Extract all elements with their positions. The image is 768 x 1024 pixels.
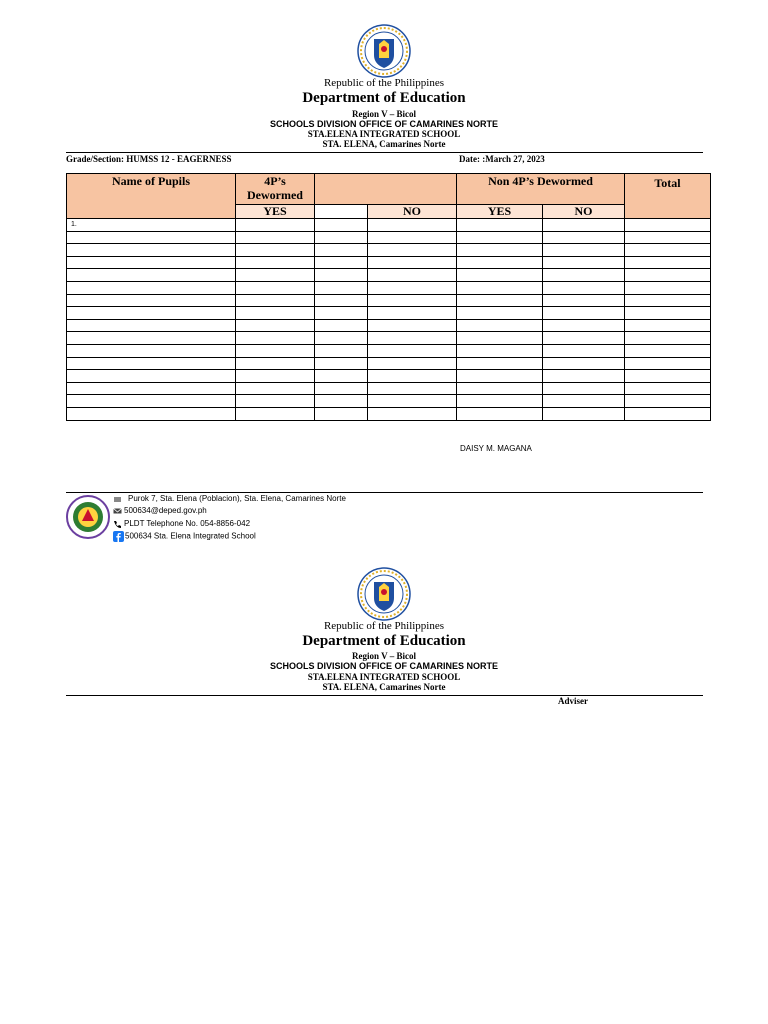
tally-cell[interactable] [625, 231, 711, 244]
tally-cell[interactable] [236, 344, 315, 357]
school-name-2: STA.ELENA INTEGRATED SCHOOL [307, 672, 461, 682]
tally-cell[interactable] [543, 256, 625, 269]
tally-cell[interactable] [625, 332, 711, 345]
tally-cell[interactable] [315, 344, 368, 357]
pupil-name-cell[interactable] [67, 269, 236, 282]
tally-cell[interactable] [236, 395, 315, 408]
tally-cell[interactable] [315, 395, 368, 408]
header-divider [66, 152, 703, 153]
division-text-2: SCHOOLS DIVISION OFFICE OF CAMARINES NORTE [269, 661, 498, 671]
tally-cell[interactable] [543, 244, 625, 257]
tally-cell[interactable] [368, 256, 457, 269]
region-text-2: Region V – Bicol [352, 651, 416, 661]
deworming-table [66, 173, 711, 421]
phone-icon [113, 520, 122, 528]
tally-cell[interactable] [543, 395, 625, 408]
tally-cell[interactable] [457, 407, 543, 420]
tally-cell[interactable] [315, 357, 368, 370]
header-divider-2 [66, 695, 703, 696]
pupil-name-cell[interactable] [67, 407, 236, 420]
table-row [67, 219, 711, 232]
tally-cell[interactable] [236, 231, 315, 244]
pupil-name-cell[interactable] [67, 244, 236, 257]
tally-cell[interactable] [236, 219, 315, 232]
table-row [67, 332, 711, 345]
footer-telephone: PLDT Telephone No. 054-8856-042 [124, 519, 251, 528]
tally-cell[interactable] [625, 382, 711, 395]
tally-cell[interactable] [625, 244, 711, 257]
deped-seal-icon [357, 24, 411, 78]
school-address: STA. ELENA, Camarines Norte [322, 139, 446, 149]
tally-cell[interactable] [625, 344, 711, 357]
pupil-name-cell[interactable] [67, 357, 236, 370]
col-total: Total [625, 174, 711, 219]
col-4ps-dewormed: 4P’s Dewormed [236, 174, 315, 205]
tally-cell[interactable] [236, 244, 315, 257]
tally-cell[interactable] [315, 382, 368, 395]
tally-cell[interactable] [457, 294, 543, 307]
tally-cell[interactable] [457, 395, 543, 408]
tally-cell[interactable] [236, 407, 315, 420]
tally-cell[interactable] [543, 407, 625, 420]
tally-cell[interactable] [315, 307, 368, 320]
tally-cell[interactable] [236, 294, 315, 307]
pupil-name-cell[interactable] [67, 382, 236, 395]
tally-cell[interactable] [457, 370, 543, 383]
tally-cell[interactable] [315, 269, 368, 282]
tally-cell[interactable] [625, 307, 711, 320]
pupil-name-cell[interactable] [67, 395, 236, 408]
department-title-2: Department of Education [302, 633, 466, 649]
tally-cell[interactable] [457, 332, 543, 345]
tally-cell[interactable] [236, 319, 315, 332]
tally-cell[interactable] [368, 219, 457, 232]
sub-yes-non4ps: YES [457, 205, 543, 219]
pupil-name-cell[interactable] [67, 332, 236, 345]
tally-cell[interactable] [315, 407, 368, 420]
table-row [67, 244, 711, 257]
tally-cell[interactable] [236, 281, 315, 294]
col-name-of-pupils: Name of Pupils [67, 174, 236, 219]
table-row [67, 269, 711, 282]
pupil-name-cell[interactable] [67, 281, 236, 294]
table-row [67, 407, 711, 420]
table-row [67, 395, 711, 408]
tally-cell[interactable] [543, 269, 625, 282]
tally-cell[interactable] [368, 407, 457, 420]
tally-cell[interactable] [457, 256, 543, 269]
pupil-name-cell[interactable] [67, 231, 236, 244]
tally-cell[interactable] [543, 231, 625, 244]
tally-cell[interactable] [368, 332, 457, 345]
sub-yes-4ps: YES [236, 205, 315, 219]
republic-text: Republic of the Philippines [323, 77, 445, 89]
tally-cell[interactable] [368, 294, 457, 307]
tally-cell[interactable] [236, 382, 315, 395]
sub-blank [315, 205, 368, 219]
tally-cell[interactable] [625, 370, 711, 383]
pupil-name-cell[interactable]: 1. [67, 219, 236, 232]
tally-cell[interactable] [457, 281, 543, 294]
tally-cell[interactable] [625, 395, 711, 408]
tally-cell[interactable] [457, 244, 543, 257]
adviser-label: Adviser [558, 696, 588, 706]
tally-cell[interactable] [236, 256, 315, 269]
pupil-name-cell[interactable] [67, 370, 236, 383]
signer-name: DAISY M. MAGANA [460, 444, 532, 453]
school-address-2: STA. ELENA, Camarines Norte [322, 682, 446, 692]
tally-cell[interactable] [368, 269, 457, 282]
table-row [67, 307, 711, 320]
tally-cell[interactable] [543, 219, 625, 232]
tally-cell[interactable] [236, 370, 315, 383]
footer-facebook[interactable]: 500634 Sta. Elena Integrated School [125, 531, 256, 541]
table-row [67, 344, 711, 357]
tally-cell[interactable] [315, 319, 368, 332]
tally-cell[interactable] [236, 307, 315, 320]
tally-cell[interactable] [368, 281, 457, 294]
division-text: SCHOOLS DIVISION OFFICE OF CAMARINES NORTE [269, 119, 498, 129]
tally-cell[interactable] [457, 231, 543, 244]
tally-cell[interactable] [368, 231, 457, 244]
tally-cell[interactable] [543, 370, 625, 383]
location-icon [113, 495, 122, 503]
table-row [67, 256, 711, 269]
tally-cell[interactable] [236, 332, 315, 345]
table-row [67, 281, 711, 294]
pupil-name-cell[interactable] [67, 256, 236, 269]
col-blank-header [315, 174, 457, 205]
tally-cell[interactable] [315, 332, 368, 345]
school-logo-icon [66, 495, 110, 539]
tally-cell[interactable] [543, 357, 625, 370]
table-row [67, 231, 711, 244]
tally-cell[interactable] [543, 294, 625, 307]
email-icon [113, 507, 122, 515]
table-row [67, 357, 711, 370]
tally-cell[interactable] [457, 269, 543, 282]
republic-text-2: Republic of the Philippines [323, 620, 445, 632]
table-row [67, 382, 711, 395]
tally-cell[interactable] [625, 357, 711, 370]
table-row [67, 319, 711, 332]
col-non4ps-dewormed: Non 4P’s Dewormed [457, 174, 625, 205]
tally-cell[interactable] [543, 382, 625, 395]
tally-cell[interactable] [315, 244, 368, 257]
tally-cell[interactable] [625, 281, 711, 294]
region-text: Region V – Bicol [352, 109, 416, 119]
tally-cell[interactable] [315, 219, 368, 232]
tally-cell[interactable] [315, 231, 368, 244]
tally-cell[interactable] [543, 281, 625, 294]
date-text: Date: :March 27, 2023 [459, 154, 545, 164]
pupil-name-cell[interactable] [67, 307, 236, 320]
tally-cell[interactable] [625, 256, 711, 269]
tally-cell[interactable] [368, 370, 457, 383]
tally-cell[interactable] [457, 319, 543, 332]
tally-cell[interactable] [315, 256, 368, 269]
footer-email[interactable]: 500634@deped.gov.ph [124, 506, 207, 515]
table-row [67, 294, 711, 307]
tally-cell[interactable] [625, 294, 711, 307]
tally-cell[interactable] [368, 319, 457, 332]
tally-cell[interactable] [543, 319, 625, 332]
pupil-name-cell[interactable] [67, 294, 236, 307]
pupil-name-cell[interactable] [67, 344, 236, 357]
tally-cell[interactable] [315, 281, 368, 294]
pupil-name-cell[interactable] [67, 319, 236, 332]
tally-cell[interactable] [236, 269, 315, 282]
sub-no-non4ps: NO [543, 205, 625, 219]
facebook-icon [113, 531, 124, 542]
tally-cell[interactable] [625, 407, 711, 420]
tally-cell[interactable] [457, 307, 543, 320]
tally-cell[interactable] [368, 395, 457, 408]
school-name: STA.ELENA INTEGRATED SCHOOL [307, 129, 461, 139]
tally-cell[interactable] [368, 357, 457, 370]
footer-divider [66, 492, 703, 493]
department-title: Department of Education [302, 90, 466, 106]
tally-cell[interactable] [457, 219, 543, 232]
tally-cell[interactable] [625, 219, 711, 232]
tally-cell[interactable] [315, 370, 368, 383]
tally-cell[interactable] [368, 382, 457, 395]
tally-cell[interactable] [236, 357, 315, 370]
tally-cell[interactable] [457, 344, 543, 357]
tally-cell[interactable] [315, 294, 368, 307]
tally-cell[interactable] [457, 382, 543, 395]
tally-cell[interactable] [457, 357, 543, 370]
tally-cell[interactable] [368, 244, 457, 257]
footer-address: Purok 7, Sta. Elena (Poblacion), Sta. Elena, Camarines Norte [128, 494, 346, 503]
tally-cell[interactable] [543, 307, 625, 320]
tally-cell[interactable] [625, 269, 711, 282]
tally-cell[interactable] [368, 307, 457, 320]
grade-section: Grade/Section: HUMSS 12 - EAGERNESS [66, 154, 232, 164]
tally-cell[interactable] [625, 319, 711, 332]
deped-seal-icon-2 [357, 567, 411, 621]
tally-cell[interactable] [368, 344, 457, 357]
tally-cell[interactable] [543, 344, 625, 357]
sub-no-4ps: NO [368, 205, 457, 219]
tally-cell[interactable] [543, 332, 625, 345]
table-row [67, 370, 711, 383]
